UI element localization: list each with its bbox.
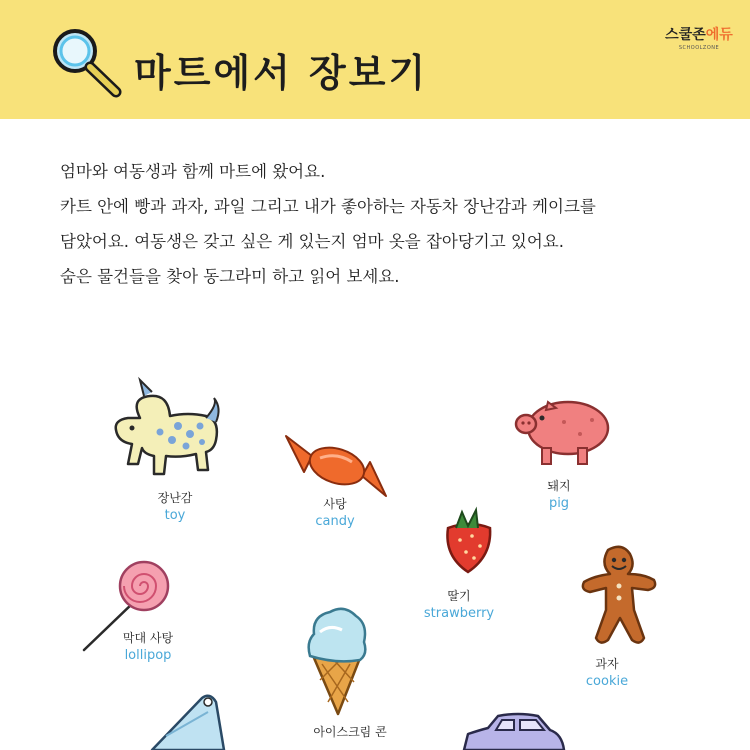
item-label-icecream xyxy=(300,724,400,740)
magnifier-icon xyxy=(48,24,126,102)
strawberry-icon xyxy=(440,506,498,576)
item-english: toy xyxy=(164,508,186,523)
item-korean: 막대 사탕 xyxy=(122,631,174,645)
intro-line: 숨은 물건들을 찾아 동그라미 하고 읽어 보세요. xyxy=(60,267,400,286)
intro-line: 담았어요. 여동생은 갖고 싶은 게 있는지 엄마 옷을 잡아당기고 있어요. xyxy=(60,232,564,251)
item-korean: 사탕 xyxy=(323,497,347,511)
item-english: cookie xyxy=(585,674,629,689)
intro-line: 카트 안에 빵과 과자, 과일 그리고 내가 좋아하는 자동차 장난감과 케이크를 xyxy=(60,197,596,216)
toy-car-icon xyxy=(458,712,568,750)
item-korean: 장난감 xyxy=(157,491,193,505)
brand-name-accent: 에듀 xyxy=(705,27,733,43)
item-label-strawberry xyxy=(414,588,504,624)
item-label-toy xyxy=(140,490,210,526)
item-english: pig xyxy=(548,496,570,511)
item-english: candy xyxy=(315,514,355,529)
item-label-lollipop xyxy=(108,630,188,666)
brand-logo xyxy=(664,24,734,51)
cake-slice-icon xyxy=(150,690,230,750)
item-english: strawberry xyxy=(423,606,495,621)
item-korean: 아이스크림 콘 xyxy=(313,725,387,739)
header-banner xyxy=(0,0,750,119)
intro-line: 엄마와 여동생과 함께 마트에 왔어요. xyxy=(60,162,326,181)
page-title: 마트에서 장보기 xyxy=(134,51,429,95)
intro-text xyxy=(60,154,700,294)
item-label-cookie xyxy=(572,656,642,692)
brand-subtitle: SCHOOLZONE xyxy=(678,45,720,51)
item-label-pig xyxy=(524,478,594,514)
gingerbread-cookie-icon xyxy=(578,544,660,648)
brand-name: 스쿨존 xyxy=(665,27,706,43)
item-english: lollipop xyxy=(124,648,172,663)
candy-icon xyxy=(282,432,390,504)
item-korean: 딸기 xyxy=(447,589,471,603)
item-korean: 과자 xyxy=(595,657,619,671)
item-label-candy xyxy=(300,496,370,532)
item-korean: 돼지 xyxy=(547,479,571,493)
icecream-cone-icon xyxy=(304,602,370,716)
unicorn-toy-icon xyxy=(110,378,222,480)
pig-icon xyxy=(512,398,612,470)
